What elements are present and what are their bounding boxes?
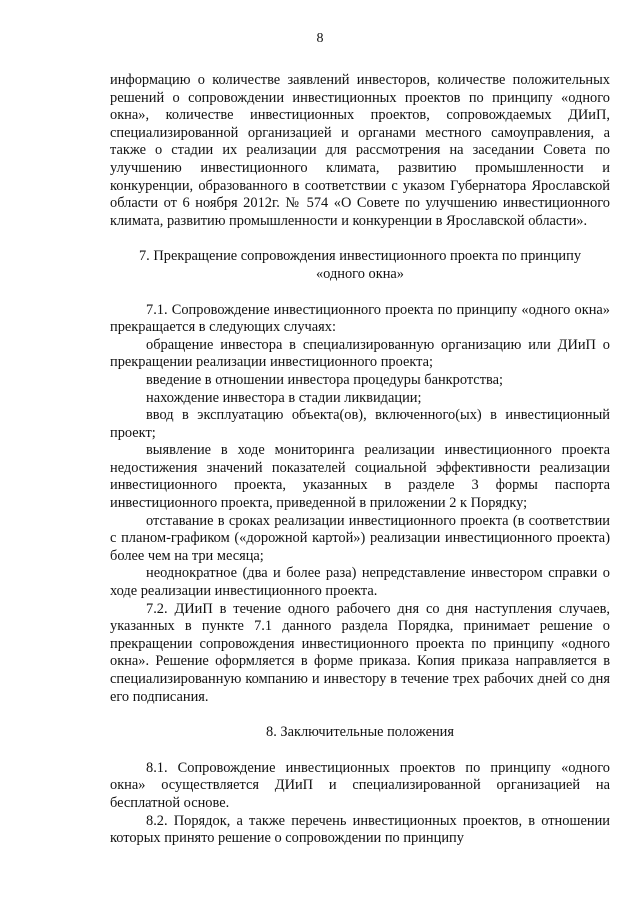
- case-item: обращение инвестора в специализированную организацию или ДИиП о прекращении реализации инвестиционного проекта;: [110, 336, 610, 371]
- section-8-title: 8. Заключительные положения: [266, 724, 454, 741]
- section-7-title-line-2: «одного окна»: [315, 265, 404, 282]
- clause-7-2: 7.2. ДИиП в течение одного рабочего дня со дня наступления случаев, указанных в пункте 7.1 данного раздела Порядка, принимает решение о прекращении сопровождения инвестиционного проекта по принципу «одного окна». Решение оформляется в форме приказа. Копия приказа направляется в специализированную компанию и инвестору в течение трех рабочих дней со дня его подписания.: [110, 600, 610, 705]
- case-item: отставание в сроках реализации инвестиционного проекта (в соответствии с планом-графиком («дорожной картой») реализации инвестиционного проекта) более чем на три месяца;: [110, 512, 610, 564]
- case-item: нахождение инвестора в стадии ликвидации;: [146, 389, 422, 406]
- case-item: ввод в эксплуатацию объекта(ов), включенного(ых) в инвестиционный проект;: [110, 407, 610, 441]
- document-body: [110, 72, 610, 848]
- section-7-title-line-1: 7. Прекращение сопровождения инвестиционного проекта по принципу: [138, 248, 582, 265]
- intro-paragraph: информацию о количестве заявлений инвесторов, количестве положительных решений о сопровождении инвестиционных проектов по принципу «одного окна», количестве инвестиционных проектов, сопровождаемых ДИиП, специализированной организацией и органами местного самоуправления, а также о стадии их реализации для рассмотрения на заседании Совета по улучшению инвестиционного климата, развитию промышленности и конкуренции, образованного в соответствии с указом Губернатора Ярославской области от 6 ноября 2012г. № 574 «О Совете по улучшению инвестиционного климата, развитию промышленности и конкуренции в Ярославской области».: [110, 72, 610, 229]
- clause-8-1: 8.1. Сопровождение инвестиционных проектов по принципу «одного окна» осуществляется ДИиП и специализированной организацией на бесплатной основе.: [110, 759, 610, 811]
- case-item: неоднократное (два и более раза) непредставление инвестором справки о ходе реализации инвестиционного проекта.: [110, 565, 610, 600]
- case-item: выявление в ходе мониторинга реализации инвестиционного проекта недостижения значений показателей социальной эффективности реализации инвестиционного проекта, указанных в разделе 3 формы паспорта инвестиционного проекта, приведенной в приложении 2 к Порядку;: [110, 442, 610, 512]
- page-number: 8: [316, 31, 324, 46]
- case-item: введение в отношении инвестора процедуры банкротства;: [146, 371, 503, 388]
- clause-8-2: 8.2. Порядок, а также перечень инвестиционных проектов, в отношении которых принято решение о сопровождении по принципу: [110, 812, 610, 847]
- clause-7-1: 7.1. Сопровождение инвестиционного проекта по принципу «одного окна» прекращается в следующих случаях:: [110, 301, 610, 336]
